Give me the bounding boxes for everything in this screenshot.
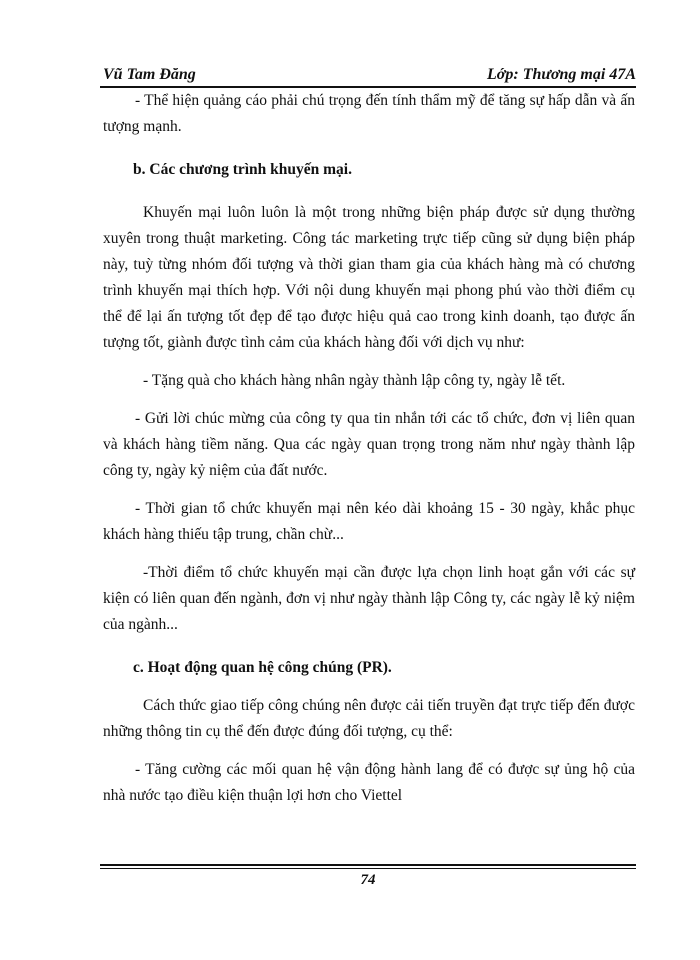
- page-body: [103, 88, 635, 809]
- bullet-duration: - Thời gian tổ chức khuyến mại nên kéo dài khoảng 15 - 30 ngày, khắc phục khách hàng thiếu tập trung, chần chừ...: [103, 500, 635, 543]
- section-heading-promotions: b. Các chương trình khuyến mại.: [133, 161, 352, 178]
- paragraph-ad-aesthetics: - Thể hiện quảng cáo phải chú trọng đến tính thẩm mỹ để tăng sự hấp dẫn và ấn tượng mạnh.: [103, 92, 635, 135]
- bullet-gifts: - Tặng quà cho khách hàng nhân ngày thành lập công ty, ngày lễ tết.: [143, 372, 566, 389]
- bullet-greetings: - Gửi lời chúc mừng của công ty qua tin nhắn tới các tổ chức, đơn vị liên quan và khách hàng tiềm năng. Qua các ngày quan trọng trong năm như ngày thành lập công ty, ngày kỷ niệm của đất nước.: [103, 410, 635, 479]
- header-author: Vũ Tam Đăng: [103, 66, 196, 83]
- bullet-timing: -Thời điểm tổ chức khuyến mại cần được lựa chọn linh hoạt gắn với các sự kiện có liên quan đến ngành, đơn vị như ngày thành lập Công ty, các ngày lễ kỷ niệm của ngành...: [103, 564, 635, 633]
- page-number: 74: [360, 872, 376, 888]
- paragraph-promotions-intro: Khuyến mại luôn luôn là một trong những biện pháp được sử dụng thường xuyên trong thuật marketing. Công tác marketing trực tiếp cũng sử dụng biện pháp này, tuỳ từng nhóm đối tượng và thời gian tham gia của khách hàng mà có chương trình khuyến mại thích hợp. Với nội dung khuyến mại phong phú vào thời điểm cụ thể để lại ấn tượng tốt đẹp để tạo được hiệu quả cao trong kinh doanh, tạo được ấn tượng tốt, giành được tình cảm của khách hàng đối với dịch vụ như:: [103, 204, 635, 351]
- section-heading-pr: c. Hoạt động quan hệ công chúng (PR).: [133, 659, 392, 676]
- bullet-lobbying: - Tăng cường các mối quan hệ vận động hành lang để có được sự ủng hộ của nhà nước tạo điều kiện thuận lợi hơn cho Viettel: [103, 761, 635, 804]
- page-header: [103, 64, 636, 88]
- header-class: Lớp: Thương mại 47A: [487, 66, 636, 83]
- footer-rule-thin: [100, 868, 636, 869]
- paragraph-pr-intro: Cách thức giao tiếp công chúng nên được cải tiến truyền đạt trực tiếp đến được những thông tin cụ thể đến được đúng đối tượng, cụ thể:: [103, 697, 635, 740]
- footer-rule-top: [100, 864, 636, 866]
